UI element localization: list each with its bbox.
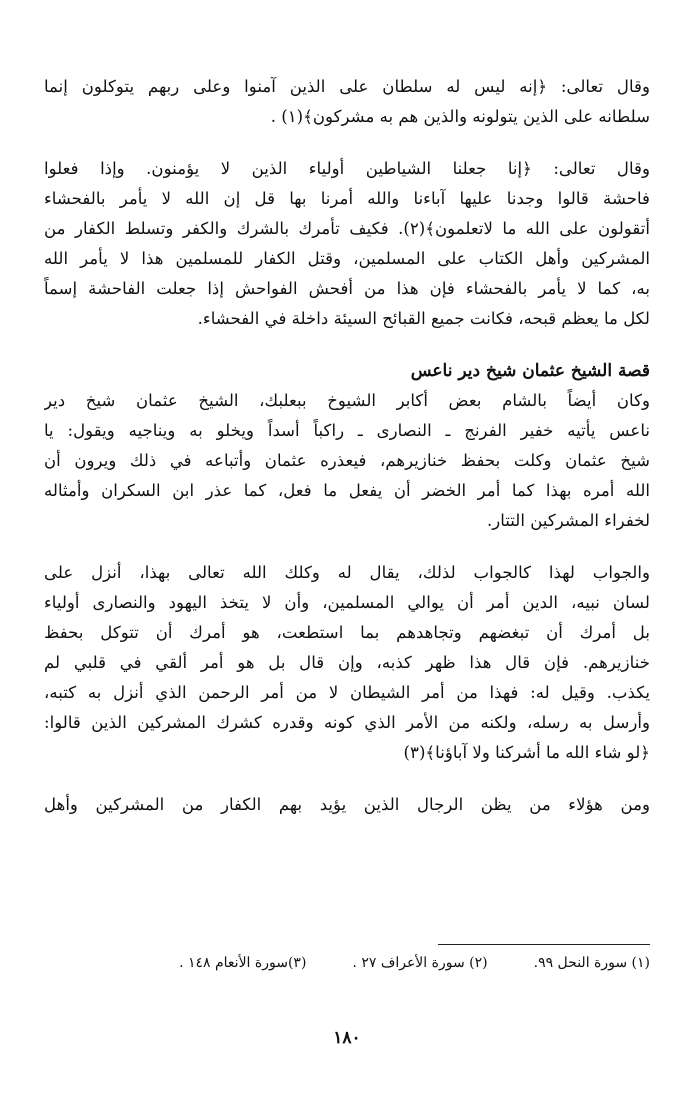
footnote-divider	[438, 944, 650, 945]
footnotes	[44, 950, 650, 976]
text-line: وكان أيضاً بالشام بعض أكابر الشيوخ ببعلبك، الشيخ عثمان شيخ دير	[44, 391, 650, 410]
text-line: فاحشة قالوا وجدنا عليها آباءنا والله أمرنا بها قل إن الله لا يأمر بالفحشاء	[44, 189, 650, 208]
text-line: والجواب لهذا كالجواب لذلك، يقال له وكلك الله تعالى بهذا، أنزل على	[44, 563, 650, 582]
text-line: سلطانه على الذين يتولونه والذين هم به مشركون﴾(١) .	[270, 107, 650, 126]
text-line: ﴿لو شاء الله ما أشركنا ولا آباؤنا﴾(٣)	[403, 743, 650, 762]
main-text	[44, 72, 650, 820]
text-line: لخفراء المشركين التتار.	[486, 511, 650, 530]
text-line: لسان نبيه، الدين أمر أن يوالي المسلمين، وأن لا يتخذ اليهود والنصارى أولياء	[44, 593, 650, 612]
text-line: بل أمرك أن تبغضهم وتجاهدهم بما استطعت، هو أمرك أن تتوكل بحفظ	[44, 623, 650, 642]
paragraph	[44, 72, 650, 132]
text-line: وقال تعالى: ﴿إنا جعلنا الشياطين أولياء الذين لا يؤمنون. وإذا فعلوا	[44, 159, 650, 178]
footnote: (١) سورة النحل ٩٩.	[533, 955, 650, 971]
page-number: ١٨٠	[333, 1028, 361, 1048]
text-line: ناعس يأتيه خفير الفرنج ـ النصارى ـ راكباً أسداً ويخلو به ويناجيه ويقول: يا	[44, 421, 650, 440]
text-line: المشركين وأهل الكتاب على المسلمين، وقتل الكفار للمسلمين هذا لا يأمر الله	[44, 249, 650, 268]
paragraph	[44, 386, 650, 536]
text-line: وقال تعالى: ﴿إنه ليس له سلطان على الذين آمنوا وعلى ربهم يتوكلون إنما	[44, 77, 650, 96]
section-heading: قصة الشيخ عثمان شيخ دير ناعس	[410, 361, 650, 381]
paragraph	[44, 790, 650, 820]
footnote: (٢) سورة الأعراف ٢٧ .	[352, 955, 488, 971]
footnote: (٣)سورة الأنعام ١٤٨ .	[179, 955, 307, 971]
text-line: الله أمره بهذا كما أمر الخضر أن يفعل ما فعل، كما عذر ابن السكران وأمثاله	[44, 481, 650, 500]
text-line: أتقولون على الله ما لاتعلمون﴾(٢). فكيف تأمرك بالشرك والكفر وتسلط الكفار من	[44, 219, 650, 238]
text-line: خنازيرهم. فإن قال هذا ظهر كذبه، وإن قال بل هو أمر ألقي في قلبي لم	[44, 653, 650, 672]
text-line: يكذب. وقيل له: فهذا من أمر الشيطان لا من أمر الرحمن الذي أنزل به كتبه،	[44, 683, 650, 702]
text-line: لكل ما يعظم قبحه، فكانت جميع القبائح السيئة داخلة في الفحشاء.	[197, 309, 650, 328]
paragraph	[44, 558, 650, 768]
text-line: شيخ عثمان وكلت بحفظ خنازيرهم، فيعذره عثمان وأتباعه في ذلك ويرون أن	[44, 451, 650, 470]
paragraph	[44, 154, 650, 334]
text-line: به، كما لا يأمر بالفحشاء فإن هذا من أفحش الفواحش إذا جعلت الفاحشة إسماً	[44, 279, 650, 298]
text-line: وأرسل به رسله، ولكنه من الأمر الذي كونه وقدره كشرك المشركين الذين قالوا:	[44, 713, 650, 732]
text-line: ومن هؤلاء من يظن الرجال الذين يؤيد بهم الكفار من المشركين وأهل	[44, 795, 650, 814]
